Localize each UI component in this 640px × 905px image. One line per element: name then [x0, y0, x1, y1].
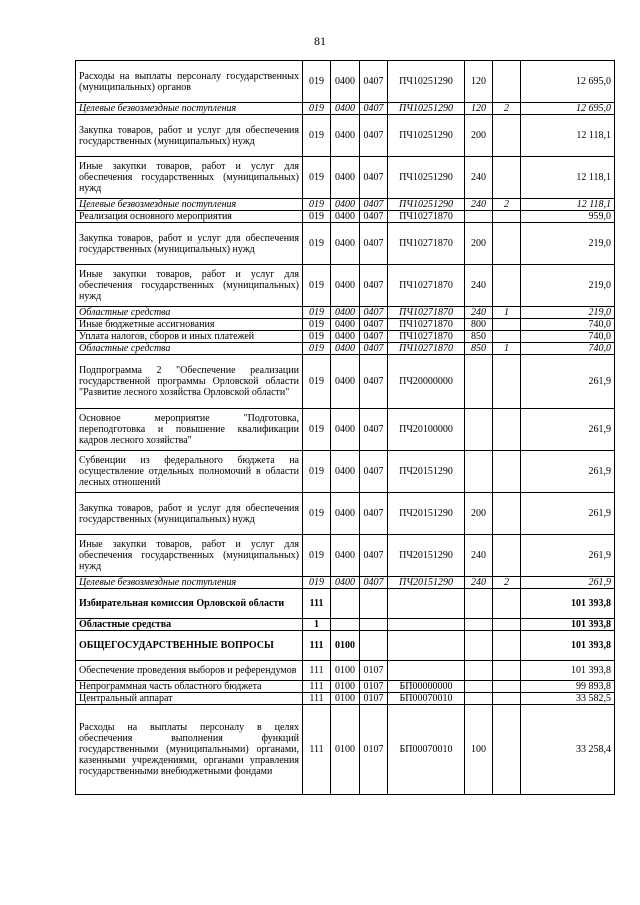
target-article-code: ПЧ10251290: [388, 199, 465, 211]
table-row: [76, 199, 615, 211]
table-row: [76, 589, 615, 619]
item-name: Целевые безвозмездные поступления: [76, 577, 303, 589]
subsection-code: 0407: [360, 115, 388, 157]
subsection-code: [360, 631, 388, 661]
target-article-code: ПЧ10271870: [388, 265, 465, 307]
dept-code: 019: [303, 307, 331, 319]
funding-source-code: [493, 681, 521, 693]
funding-source-code: [493, 211, 521, 223]
amount: 12 695,0: [521, 103, 615, 115]
item-name: Непрограммная часть областного бюджета: [76, 681, 303, 693]
table-row: [76, 451, 615, 493]
dept-code: 019: [303, 451, 331, 493]
amount: 261,9: [521, 451, 615, 493]
target-article-code: ПЧ10271870: [388, 307, 465, 319]
subsection-code: 0407: [360, 343, 388, 355]
funding-source-code: [493, 115, 521, 157]
dept-code: 019: [303, 265, 331, 307]
funding-source-code: [493, 355, 521, 409]
amount: 740,0: [521, 343, 615, 355]
section-code: 0400: [331, 577, 360, 589]
expense-type-code: 240: [465, 199, 493, 211]
target-article-code: ПЧ10271870: [388, 223, 465, 265]
item-name: Обеспечение проведения выборов и референдумов: [76, 661, 303, 681]
dept-code: 111: [303, 705, 331, 795]
section-code: 0100: [331, 705, 360, 795]
dept-code: 019: [303, 493, 331, 535]
section-code: 0400: [331, 103, 360, 115]
dept-code: 019: [303, 199, 331, 211]
dept-code: 019: [303, 577, 331, 589]
expense-type-code: 240: [465, 307, 493, 319]
expense-type-code: 200: [465, 223, 493, 265]
dept-code: 019: [303, 409, 331, 451]
expense-type-code: 240: [465, 265, 493, 307]
target-article-code: ПЧ10251290: [388, 115, 465, 157]
dept-code: 111: [303, 631, 331, 661]
funding-source-code: [493, 61, 521, 103]
subsection-code: 0407: [360, 61, 388, 103]
amount: 261,9: [521, 355, 615, 409]
subsection-code: 0407: [360, 535, 388, 577]
subsection-code: 0407: [360, 223, 388, 265]
expense-type-code: [465, 589, 493, 619]
subsection-code: 0407: [360, 493, 388, 535]
section-code: 0400: [331, 319, 360, 331]
item-name: Иные закупки товаров, работ и услуг для обеспечения государственных (муниципальных) нужд: [76, 535, 303, 577]
item-name: Подпрограмма 2 "Обеспечение реализации государственной программы Орловской области "Развитие лесного хозяйства Орловской области": [76, 355, 303, 409]
item-name: Субвенции из федерального бюджета на осуществление отдельных полномочий в области лесных отношений: [76, 451, 303, 493]
expense-type-code: 800: [465, 319, 493, 331]
table-row: [76, 211, 615, 223]
target-article-code: БП00070010: [388, 705, 465, 795]
target-article-code: БП00070010: [388, 693, 465, 705]
target-article-code: [388, 661, 465, 681]
item-name: Основное мероприятие "Подготовка, переподготовка и повышение квалификации кадров лесного хозяйства": [76, 409, 303, 451]
expense-type-code: 120: [465, 61, 493, 103]
funding-source-code: [493, 493, 521, 535]
expense-type-code: [465, 451, 493, 493]
subsection-code: 0407: [360, 319, 388, 331]
item-name: ОБЩЕГОСУДАРСТВЕННЫЕ ВОПРОСЫ: [76, 631, 303, 661]
dept-code: 111: [303, 681, 331, 693]
target-article-code: ПЧ10271870: [388, 343, 465, 355]
table-row: [76, 705, 615, 795]
table-row: [76, 631, 615, 661]
funding-source-code: [493, 661, 521, 681]
expense-type-code: 240: [465, 577, 493, 589]
dept-code: 019: [303, 331, 331, 343]
section-code: 0400: [331, 223, 360, 265]
dept-code: 019: [303, 115, 331, 157]
funding-source-code: [493, 319, 521, 331]
dept-code: 019: [303, 157, 331, 199]
subsection-code: 0407: [360, 199, 388, 211]
target-article-code: ПЧ10271870: [388, 331, 465, 343]
table-row: [76, 661, 615, 681]
item-name: Закупка товаров, работ и услуг для обеспечения государственных (муниципальных) нужд: [76, 115, 303, 157]
amount: 261,9: [521, 493, 615, 535]
subsection-code: 0407: [360, 331, 388, 343]
item-name: Избирательная комиссия Орловской области: [76, 589, 303, 619]
section-code: 0100: [331, 681, 360, 693]
target-article-code: ПЧ10271870: [388, 319, 465, 331]
target-article-code: ПЧ20151290: [388, 451, 465, 493]
expense-type-code: 850: [465, 343, 493, 355]
target-article-code: ПЧ10251290: [388, 157, 465, 199]
target-article-code: [388, 619, 465, 631]
funding-source-code: 2: [493, 103, 521, 115]
table-row: [76, 619, 615, 631]
table-row: [76, 103, 615, 115]
subsection-code: 0107: [360, 693, 388, 705]
funding-source-code: [493, 265, 521, 307]
section-code: [331, 619, 360, 631]
table-row: [76, 693, 615, 705]
dept-code: 019: [303, 355, 331, 409]
target-article-code: ПЧ10251290: [388, 103, 465, 115]
target-article-code: ПЧ20151290: [388, 535, 465, 577]
target-article-code: ПЧ20151290: [388, 493, 465, 535]
section-code: 0400: [331, 265, 360, 307]
expense-type-code: 200: [465, 115, 493, 157]
section-code: 0400: [331, 199, 360, 211]
amount: 959,0: [521, 211, 615, 223]
expense-type-code: 240: [465, 157, 493, 199]
dept-code: 111: [303, 661, 331, 681]
target-article-code: БП00000000: [388, 681, 465, 693]
table-row: [76, 681, 615, 693]
amount: 12 118,1: [521, 115, 615, 157]
amount: 12 118,1: [521, 157, 615, 199]
table-row: [76, 355, 615, 409]
item-name: Областные средства: [76, 343, 303, 355]
funding-source-code: [493, 631, 521, 661]
table-row: [76, 61, 615, 103]
funding-source-code: 1: [493, 343, 521, 355]
funding-source-code: [493, 705, 521, 795]
expense-type-code: 850: [465, 331, 493, 343]
subsection-code: 0407: [360, 103, 388, 115]
target-article-code: ПЧ10251290: [388, 61, 465, 103]
table-row: [76, 343, 615, 355]
section-code: 0400: [331, 61, 360, 103]
amount: 219,0: [521, 223, 615, 265]
table-row: [76, 115, 615, 157]
budget-table: [75, 60, 615, 795]
funding-source-code: 1: [493, 307, 521, 319]
expense-type-code: [465, 693, 493, 705]
funding-source-code: [493, 693, 521, 705]
subsection-code: 0407: [360, 265, 388, 307]
funding-source-code: [493, 589, 521, 619]
dept-code: 111: [303, 693, 331, 705]
section-code: 0400: [331, 493, 360, 535]
item-name: Уплата налогов, сборов и иных платежей: [76, 331, 303, 343]
expense-type-code: [465, 661, 493, 681]
amount: 12 695,0: [521, 61, 615, 103]
amount: 33 582,5: [521, 693, 615, 705]
target-article-code: [388, 631, 465, 661]
funding-source-code: [493, 535, 521, 577]
expense-type-code: 240: [465, 535, 493, 577]
section-code: 0400: [331, 343, 360, 355]
amount: 740,0: [521, 331, 615, 343]
expense-type-code: [465, 409, 493, 451]
funding-source-code: [493, 619, 521, 631]
dept-code: 019: [303, 223, 331, 265]
dept-code: 019: [303, 61, 331, 103]
subsection-code: 0407: [360, 409, 388, 451]
amount: 261,9: [521, 535, 615, 577]
funding-source-code: [493, 223, 521, 265]
expense-type-code: [465, 355, 493, 409]
section-code: 0400: [331, 115, 360, 157]
expense-type-code: [465, 631, 493, 661]
section-code: 0400: [331, 211, 360, 223]
subsection-code: 0407: [360, 577, 388, 589]
expense-type-code: 120: [465, 103, 493, 115]
section-code: [331, 589, 360, 619]
item-name: Целевые безвозмездные поступления: [76, 103, 303, 115]
amount: 101 393,8: [521, 631, 615, 661]
expense-type-code: [465, 619, 493, 631]
subsection-code: 0407: [360, 157, 388, 199]
table-row: [76, 223, 615, 265]
section-code: 0100: [331, 631, 360, 661]
section-code: 0400: [331, 409, 360, 451]
dept-code: 019: [303, 343, 331, 355]
section-code: 0400: [331, 355, 360, 409]
funding-source-code: [493, 331, 521, 343]
dept-code: 019: [303, 319, 331, 331]
section-code: 0400: [331, 451, 360, 493]
subsection-code: 0407: [360, 307, 388, 319]
dept-code: 019: [303, 211, 331, 223]
item-name: Реализация основного мероприятия: [76, 211, 303, 223]
subsection-code: 0407: [360, 451, 388, 493]
target-article-code: ПЧ20000000: [388, 355, 465, 409]
amount: 33 258,4: [521, 705, 615, 795]
item-name: Иные закупки товаров, работ и услуг для обеспечения государственных (муниципальных) нужд: [76, 265, 303, 307]
subsection-code: 0107: [360, 705, 388, 795]
subsection-code: 0407: [360, 355, 388, 409]
amount: 12 118,1: [521, 199, 615, 211]
section-code: 0400: [331, 535, 360, 577]
section-code: 0400: [331, 331, 360, 343]
item-name: Областные средства: [76, 619, 303, 631]
amount: 219,0: [521, 307, 615, 319]
expense-type-code: 200: [465, 493, 493, 535]
funding-source-code: [493, 451, 521, 493]
expense-type-code: [465, 211, 493, 223]
item-name: Расходы на выплаты персоналу государственных (муниципальных) органов: [76, 61, 303, 103]
target-article-code: ПЧ10271870: [388, 211, 465, 223]
amount: 101 393,8: [521, 661, 615, 681]
item-name: Закупка товаров, работ и услуг для обеспечения государственных (муниципальных) нужд: [76, 223, 303, 265]
table-row: [76, 409, 615, 451]
section-code: 0400: [331, 307, 360, 319]
funding-source-code: [493, 157, 521, 199]
amount: 101 393,8: [521, 589, 615, 619]
subsection-code: 0407: [360, 211, 388, 223]
item-name: Областные средства: [76, 307, 303, 319]
table-row: [76, 577, 615, 589]
amount: 740,0: [521, 319, 615, 331]
dept-code: 111: [303, 589, 331, 619]
target-article-code: [388, 589, 465, 619]
amount: 261,9: [521, 577, 615, 589]
section-code: 0400: [331, 157, 360, 199]
funding-source-code: 2: [493, 199, 521, 211]
item-name: Центральный аппарат: [76, 693, 303, 705]
item-name: Иные закупки товаров, работ и услуг для обеспечения государственных (муниципальных) нужд: [76, 157, 303, 199]
amount: 101 393,8: [521, 619, 615, 631]
item-name: Иные бюджетные ассигнования: [76, 319, 303, 331]
section-code: 0100: [331, 693, 360, 705]
dept-code: 019: [303, 103, 331, 115]
funding-source-code: [493, 409, 521, 451]
dept-code: 019: [303, 535, 331, 577]
item-name: Расходы на выплаты персоналу в целях обеспечения выполнения функций государственными (муниципальными) органами, казенными учреждениями, органами управления государственными внебюджетными фондами: [76, 705, 303, 795]
amount: 99 893,8: [521, 681, 615, 693]
table-row: [76, 331, 615, 343]
subsection-code: [360, 619, 388, 631]
target-article-code: ПЧ20100000: [388, 409, 465, 451]
table-row: [76, 319, 615, 331]
subsection-code: 0107: [360, 661, 388, 681]
table-row: [76, 493, 615, 535]
funding-source-code: 2: [493, 577, 521, 589]
target-article-code: ПЧ20151290: [388, 577, 465, 589]
section-code: 0100: [331, 661, 360, 681]
amount: 261,9: [521, 409, 615, 451]
page-number: 81: [314, 34, 326, 48]
table-row: [76, 535, 615, 577]
expense-type-code: [465, 681, 493, 693]
subsection-code: [360, 589, 388, 619]
subsection-code: 0107: [360, 681, 388, 693]
table-row: [76, 307, 615, 319]
amount: 219,0: [521, 265, 615, 307]
table-row: [76, 157, 615, 199]
item-name: Закупка товаров, работ и услуг для обеспечения государственных (муниципальных) нужд: [76, 493, 303, 535]
table-row: [76, 265, 615, 307]
expense-type-code: 100: [465, 705, 493, 795]
dept-code: 1: [303, 619, 331, 631]
item-name: Целевые безвозмездные поступления: [76, 199, 303, 211]
